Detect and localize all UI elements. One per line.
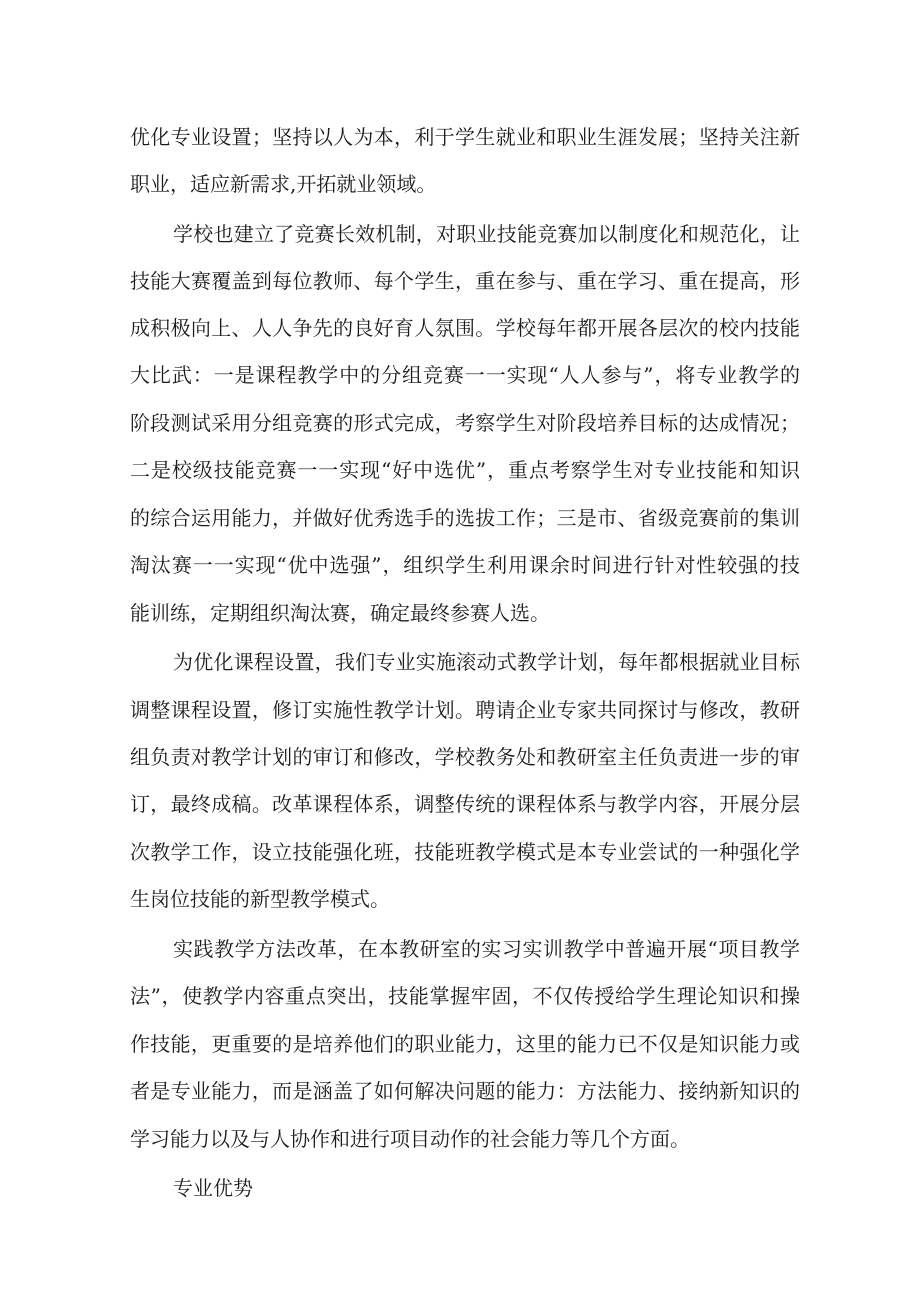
paragraph-3-line-4: 订，最终成稿。改革课程体系，调整传统的课程体系与教学内容，开展分层: [130, 792, 800, 816]
paragraph-2-line-3: 成积极向上、人人争先的良好育人氛围。学校每年都开展各层次的校内技能: [130, 316, 800, 340]
paragraph-2-line-6: 二是校级技能竞赛一一实现“好中选优”，重点考察学生对专业技能和知识: [130, 458, 800, 482]
paragraph-2-line-1: 学校也建立了竞赛长效机制，对职业技能竞赛加以制度化和规范化，让: [173, 222, 800, 246]
paragraph-4-line-4: 者是专业能力，而是涵盖了如何解决问题的能力：方法能力、接纳新知识的: [130, 1079, 800, 1103]
paragraph-2-line-5: 阶段测试采用分组竞赛的形式完成，考察学生对阶段培养目标的达成情况；: [130, 411, 800, 435]
paragraph-3-line-3: 组负责对教学计划的审订和修改，学校教务处和教研室主任负责进一步的审: [130, 745, 800, 769]
paragraph-1-line-2: 职业，适应新需求,开拓就业领域。: [130, 172, 437, 196]
paragraph-4-line-2: 法”，使教学内容重点突出，技能掌握牢固，不仅传授给学生理论知识和操: [130, 984, 800, 1008]
paragraph-3-line-5: 次教学工作，设立技能强化班，技能班教学模式是本专业尝试的一种强化学: [130, 840, 800, 864]
paragraph-2-line-8: 淘汰赛一一实现“优中选强”，组织学生利用课余时间进行针对性较强的技: [130, 553, 800, 577]
section-heading: 专业优势: [173, 1176, 253, 1200]
paragraph-4-line-5: 学习能力以及与人协作和进行项目动作的社会能力等几个方面。: [130, 1127, 690, 1151]
paragraph-4-line-1: 实践教学方法改革，在本教研室的实习实训教学中普遍开展“项目教学: [173, 937, 800, 961]
paragraph-1-line-1: 优化专业设置；坚持以人为本，利于学生就业和职业生涯发展；坚持关注新: [130, 125, 800, 149]
paragraph-3-line-1: 为优化课程设置，我们专业实施滚动式教学计划，每年都根据就业目标: [173, 650, 800, 674]
paragraph-3-line-6: 生岗位技能的新型教学模式。: [130, 887, 390, 911]
paragraph-2-line-7: 的综合运用能力，并做好优秀选手的选拔工作；三是市、省级竞赛前的集训: [130, 506, 800, 530]
paragraph-2-line-2: 技能大赛覆盖到每位教师、每个学生，重在参与、重在学习、重在提高，形: [130, 269, 800, 293]
paragraph-2-line-4: 大比武：一是课程教学中的分组竞赛一一实现“人人参与”，将专业教学的: [130, 363, 800, 387]
paragraph-3-line-2: 调整课程设置，修订实施性教学计划。聘请企业专家共同探讨与修改，教研: [130, 698, 800, 722]
paragraph-2-line-9: 能训练，定期组织淘汰赛，确定最终参赛人选。: [130, 601, 550, 625]
paragraph-4-line-3: 作技能，更重要的是培养他们的职业能力，这里的能力已不仅是知识能力或: [130, 1032, 800, 1056]
